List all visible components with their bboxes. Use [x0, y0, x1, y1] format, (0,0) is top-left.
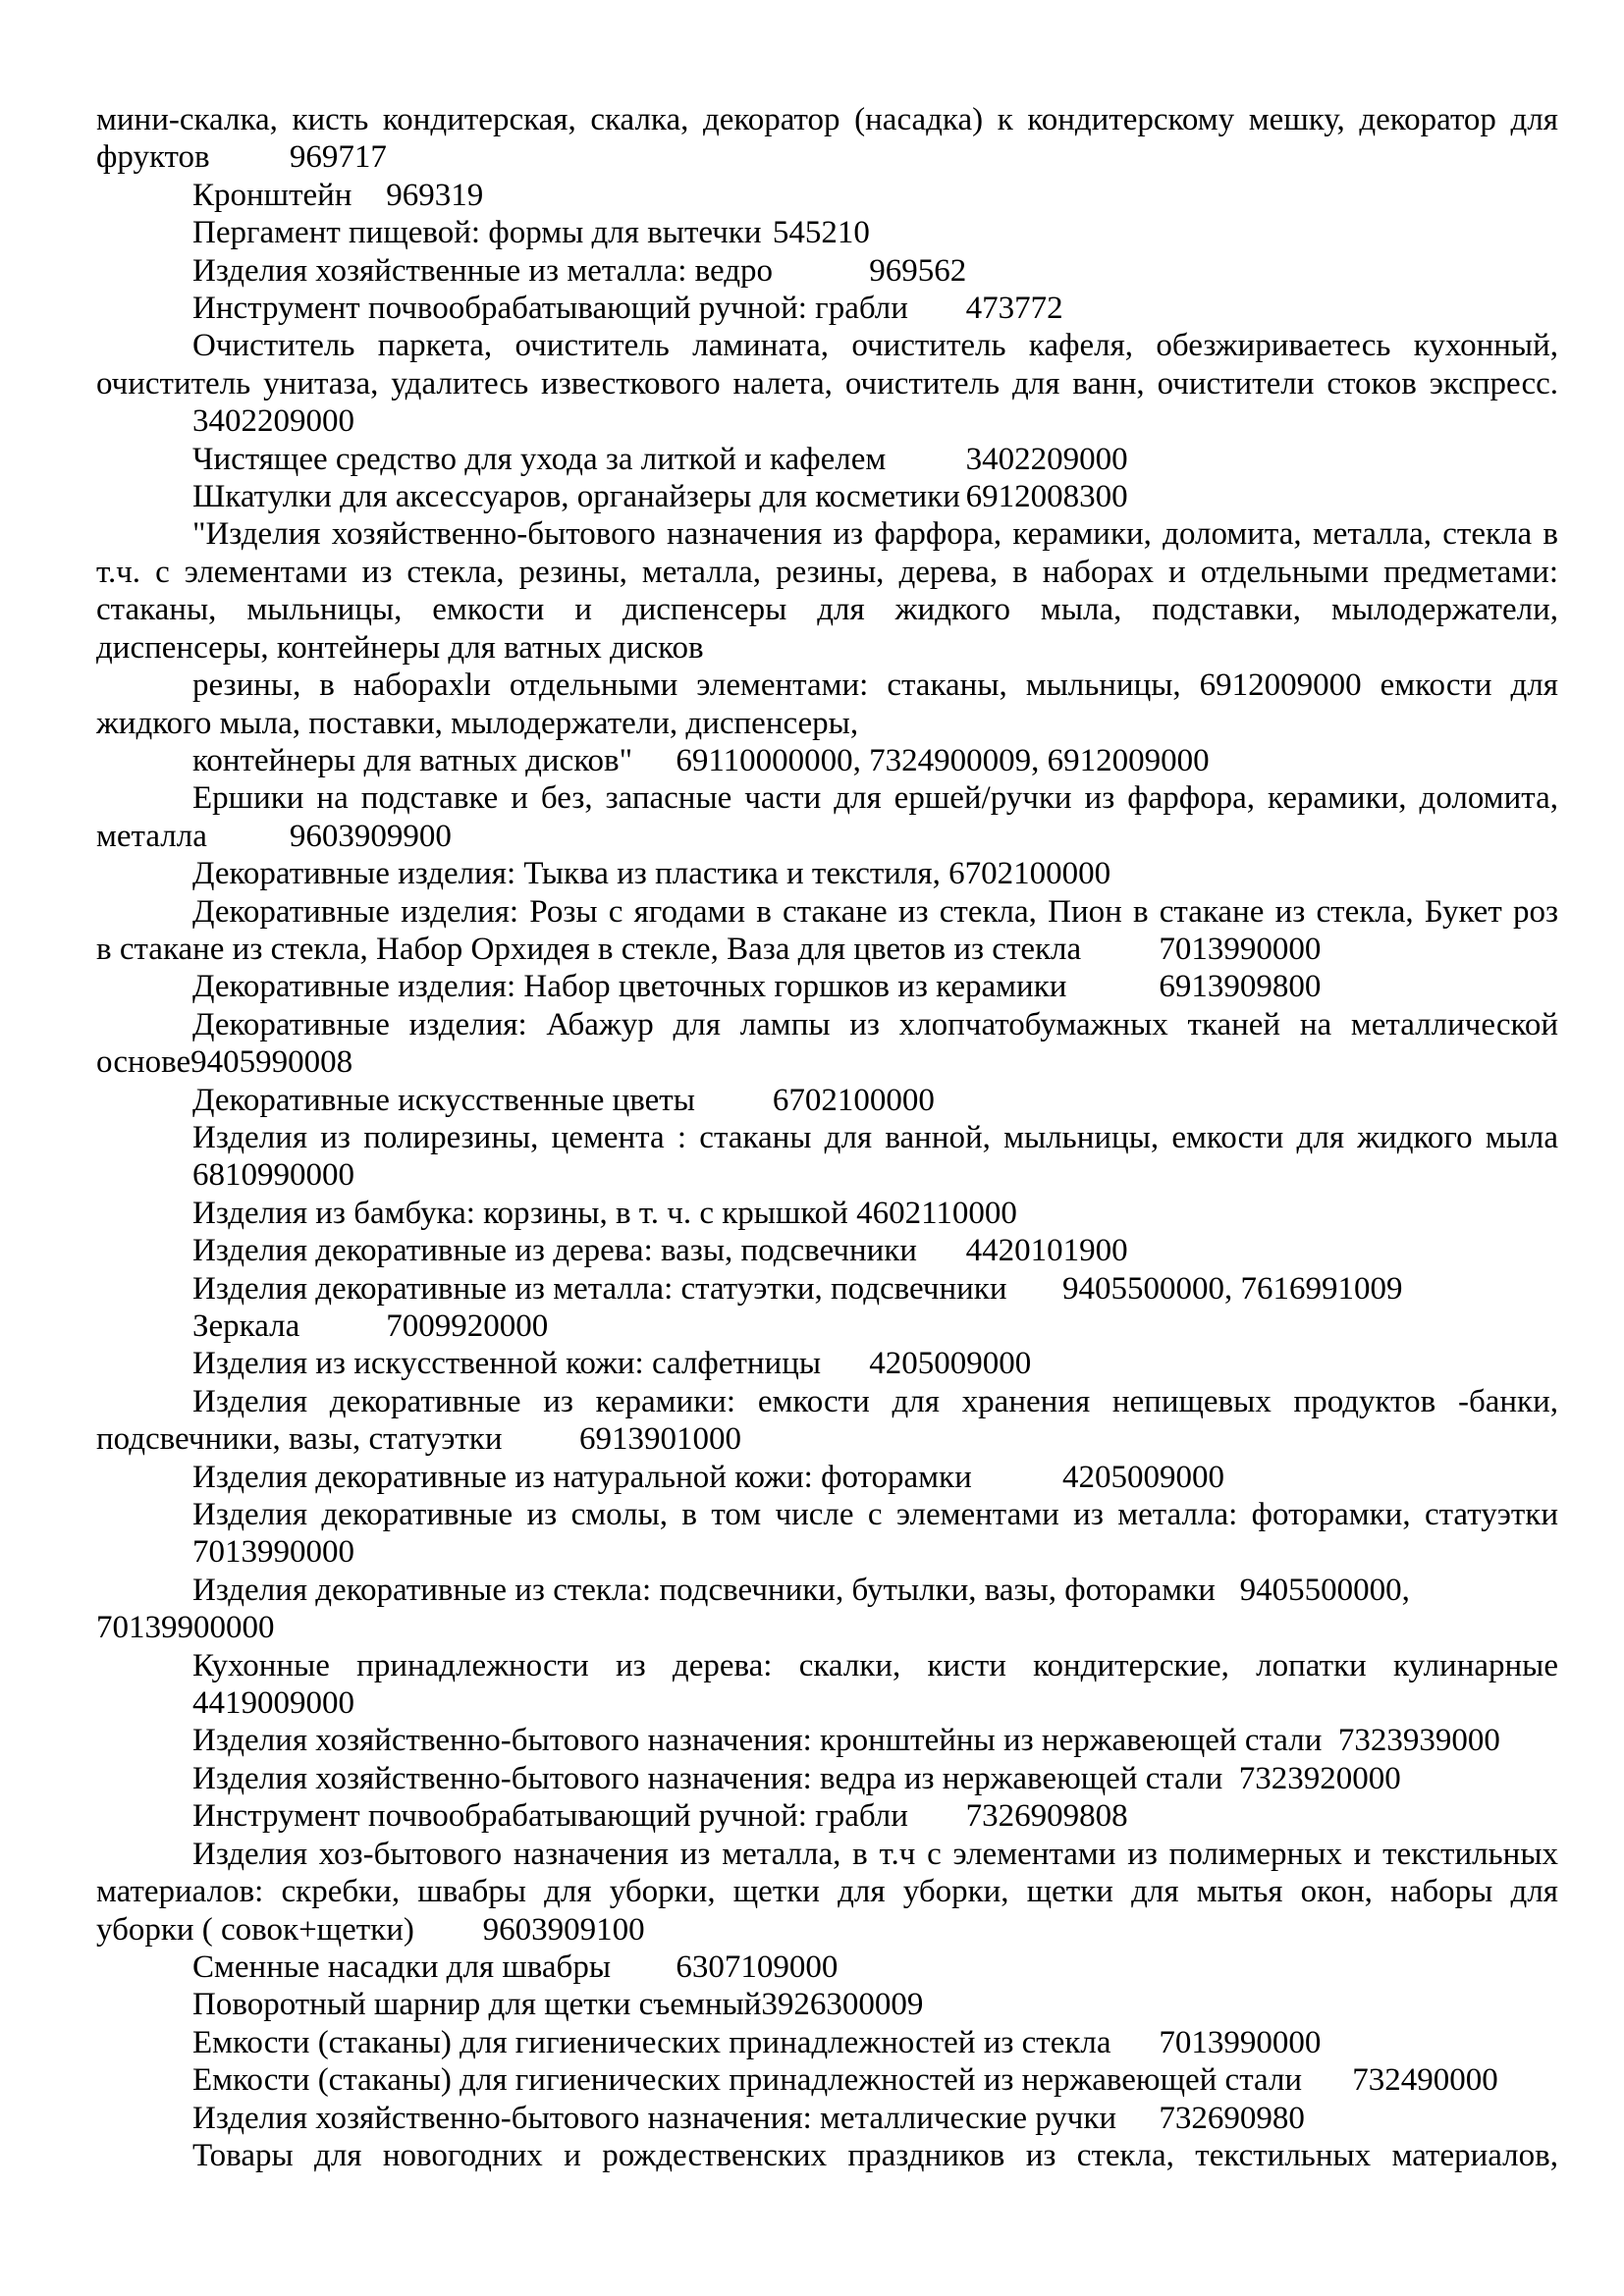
- document-line: Зеркала 7009920000: [192, 1308, 549, 1344]
- document-line: Изделия декоративные из стекла: подсвечники, бутылки, вазы, фоторамки 9405500000,: [192, 1572, 1410, 1608]
- document-line: подсвечники, вазы, статуэтки 6913901000: [96, 1421, 742, 1458]
- document-line: Декоративные изделия: Тыква из пластика и текстиля, 6702100000: [192, 856, 1111, 892]
- document-body: [96, 101, 1558, 2174]
- document-line: Изделия декоративные из керамики: емкости для хранения непищевых продуктов -банки,: [192, 1383, 1558, 1419]
- document-line: Емкости (стаканы) для гигиенических принадлежностей из стекла 7013990000: [192, 2024, 1322, 2060]
- document-line: Изделия из искусственной кожи: салфетницы 4205009000: [192, 1346, 1032, 1382]
- document-line: Декоративные искусственные цветы 6702100000: [192, 1082, 935, 1118]
- document-line: жидкого мыла, поставки, мылодержатели, диспенсеры,: [96, 705, 859, 741]
- document-line: металла 9603909900: [96, 818, 452, 854]
- document-line: 6810990000: [192, 1157, 354, 1194]
- document-line: Очиститель паркета, очиститель ламината, очиститель кафеля, обезжириваетесь кухонный,: [192, 328, 1558, 364]
- document-line: Ершики на подставке и без, запасные части для ершей/ручки из фарфора, керамики, доломита,: [192, 780, 1558, 817]
- document-line: Изделия декоративные из смолы, в том числе с элементами из металла: фоторамки, статуэтки: [192, 1497, 1558, 1533]
- document-line: уборки ( совок+щетки) 9603909100: [96, 1911, 645, 1948]
- document-line: Товары для новогодних и рождественских праздников из стекла, текстильных материалов,: [192, 2137, 1558, 2173]
- document-line: фруктов 969717: [96, 139, 387, 176]
- document-line: Изделия хоз-бытового назначения из металла, в т.ч с элементами из полимерных и текстильных: [192, 1836, 1558, 1872]
- document-line: 4419009000: [192, 1685, 354, 1722]
- document-line: контейнеры для ватных дисков" 69110000000, 7324900009, 6912009000: [192, 742, 1210, 778]
- document-line: Пергамент пищевой: формы для вытечки 545210: [192, 215, 870, 251]
- document-line: Изделия декоративные из натуральной кожи: фоторамки 4205009000: [192, 1459, 1225, 1495]
- document-line: диспенсеры, контейнеры для ватных дисков: [96, 629, 704, 666]
- document-line: Кухонные принадлежности из дерева: скалки, кисти кондитерские, лопатки кулинарные: [192, 1647, 1558, 1683]
- document-line: Инструмент почвообрабатывающий ручной: грабли 473772: [192, 291, 1063, 327]
- document-line: материалов: скребки, швабры для уборки, щетки для уборки, щетки для мытья окон, наборы для: [96, 1874, 1558, 1910]
- document-line: Кронштейн 969319: [192, 177, 484, 213]
- document-line: Изделия декоративные из дерева: вазы, подсвечники 4420101900: [192, 1233, 1128, 1269]
- document-line: 70139900000: [96, 1610, 275, 1646]
- document-line: основе9405990008: [96, 1044, 353, 1081]
- document-line: стаканы, мыльницы, емкости и диспенсеры для жидкого мыла, подставки, мылодержатели,: [96, 592, 1558, 628]
- document-line: мини-скалка, кисть кондитерская, скалка, декоратор (насадка) к кондитерскому мешку, декоратор для: [96, 102, 1558, 137]
- document-line: в стакане из стекла, Набор Орхидея в стекле, Ваза для цветов из стекла 7013990000: [96, 931, 1322, 967]
- document-line: Сменные насадки для швабры 6307109000: [192, 1949, 839, 1985]
- document-line: Изделия хозяйственные из металла: ведро 969562: [192, 252, 967, 289]
- document-line: 3402209000: [192, 403, 354, 440]
- document-line: Декоративные изделия: Розы с ягодами в стакане из стекла, Пион в стакане из стекла, Букет роз: [192, 893, 1558, 930]
- document-line: т.ч. с элементами из стекла, резины, металла, резины, дерева, в наборах и отдельными предметами:: [96, 554, 1558, 590]
- document-line: Шкатулки для аксессуаров, органайзеры для косметики 6912008300: [192, 479, 1128, 515]
- document-line: Изделия хозяйственно-бытового назначения: металлические ручки 732690980: [192, 2100, 1305, 2136]
- document-line: Изделия хозяйственно-бытового назначения: кронштейны из нержавеющей стали 7323939000: [192, 1723, 1500, 1759]
- document-line: Емкости (стаканы) для гигиенических принадлежностей из нержавеющей стали 732490000: [192, 2062, 1498, 2099]
- document-line: Изделия хозяйственно-бытового назначения: ведра из нержавеющей стали 7323920000: [192, 1760, 1401, 1796]
- document-line: Изделия из бамбука: корзины, в т. ч. с крышкой 4602110000: [192, 1195, 1017, 1231]
- document-line: Декоративные изделия: Абажур для лампы из хлопчатобумажных тканей на металлической: [192, 1006, 1558, 1042]
- document-line: резины, в наборахlи отдельными элементами: стаканы, мыльницы, 6912009000 емкости для: [192, 667, 1558, 704]
- document-line: Декоративные изделия: Набор цветочных горшков из керамики 6913909800: [192, 969, 1322, 1005]
- document-line: Поворотный шарнир для щетки съемный3926300009: [192, 1987, 924, 2023]
- document-line: очиститель унитаза, удалитесь известкового налета, очиститель для ванн, очистители стоков экспресс.: [96, 365, 1558, 401]
- document-line: Инструмент почвообрабатывающий ручной: грабли 7326909808: [192, 1798, 1128, 1835]
- document-line: Изделия из полирезины, цемента : стаканы для ванной, мыльницы, емкости для жидкого мыла: [192, 1119, 1558, 1155]
- document-line: 7013990000: [192, 1534, 354, 1571]
- document-line: Чистящее средство для ухода за литкой и кафелем 3402209000: [192, 441, 1128, 477]
- document-line: Изделия декоративные из металла: статуэтки, подсвечники 9405500000, 7616991009: [192, 1270, 1403, 1307]
- document-line: "Изделия хозяйственно-бытового назначения из фарфора, керамики, доломита, металла, стекла в: [192, 516, 1558, 553]
